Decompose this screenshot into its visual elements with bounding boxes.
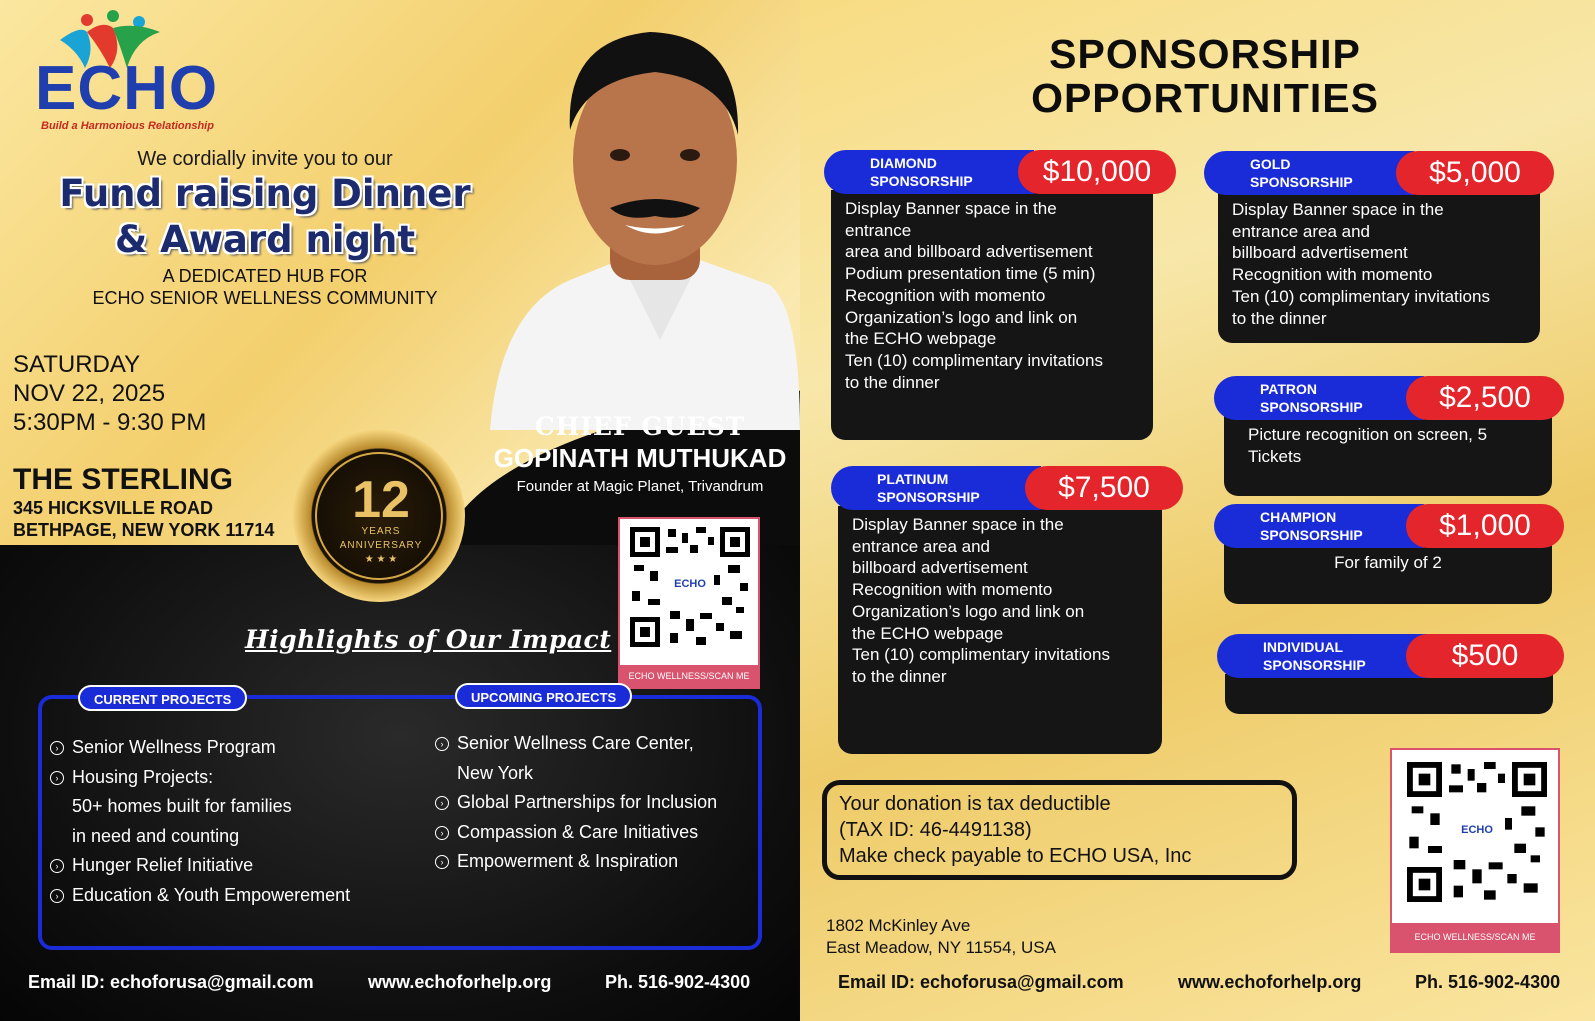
venue-address-line1: 345 HICKSVILLE ROAD — [13, 498, 214, 518]
chevron-circle-icon: › — [435, 796, 449, 810]
benefit-line: to the dinner — [1232, 308, 1327, 328]
benefit-line: Display Banner space in the — [1232, 200, 1444, 219]
project-item — [50, 851, 410, 881]
upcoming-projects-label: UPCOMING PROJECTS — [455, 683, 632, 709]
project-item-text: Senior Wellness Care Center, — [457, 733, 694, 753]
project-item — [50, 763, 410, 793]
sponsorship-title — [1000, 32, 1410, 120]
diamond-price: $10,000 — [1018, 150, 1176, 194]
gold-label: GOLD SPONSORSHIP — [1204, 151, 1414, 195]
benefit-line: to the dinner — [852, 666, 947, 686]
patron-label: PATRON SPONSORSHIP — [1214, 376, 1424, 420]
project-item-text: Housing Projects: — [72, 766, 214, 787]
benefit-line: Display Banner space in the — [852, 515, 1064, 534]
logo-wordmark: ECHO — [35, 54, 219, 123]
individual-benefits — [1225, 674, 1553, 714]
upcoming-projects-list — [435, 729, 765, 877]
event-title-line1: Fund raising Dinner — [59, 172, 471, 215]
benefit-line: Recognition with momento — [852, 580, 1053, 600]
benefit-line: Picture recognition on screen, 5 — [1248, 425, 1488, 444]
project-item-text: Empowerment & Inspiration — [457, 851, 679, 871]
champion-label: CHAMPION SPONSORSHIP — [1214, 504, 1424, 548]
anniversary-number: 12 — [352, 471, 410, 529]
hub-line1: A DEDICATED HUB FOR — [162, 266, 368, 286]
platinum-price: $7,500 — [1025, 466, 1183, 510]
anniversary-badge — [293, 430, 465, 602]
benefit-line: billboard advertisement — [852, 558, 1028, 578]
project-item-text: Senior Wellness Program — [72, 737, 276, 757]
sponsorship-panel — [800, 0, 1595, 1021]
highlights-heading: Highlights of Our Impact — [245, 625, 612, 654]
event-date-text: NOV 22, 2025 — [13, 380, 166, 407]
benefit-line: entrance area and — [1232, 221, 1370, 241]
benefit-line: Recognition with momento — [845, 285, 1046, 305]
logo-tagline: Build a Harmonious Relationship — [41, 120, 214, 132]
project-item-continuation: in need and counting — [72, 825, 240, 846]
benefit-line: Display Banner space in the — [845, 199, 1057, 218]
benefit-line: Tickets — [1248, 446, 1302, 466]
star-icons: ★ ★ ★ — [364, 554, 398, 565]
tax-deductible-box — [822, 780, 1297, 880]
anniversary-label: ANNIVERSARY — [339, 540, 423, 551]
platinum-benefits — [838, 506, 1162, 754]
benefit-line: area and billboard advertisement — [845, 242, 1093, 262]
sponsorship-title-line1: SPONSORSHIP — [1049, 31, 1361, 77]
tax-check-payable: Make check payable to ECHO USA, Inc — [839, 845, 1192, 867]
champion-price: $1,000 — [1406, 504, 1564, 548]
benefit-line: Podium presentation time (5 min) — [845, 264, 1096, 284]
sponsorship-title-line2: OPPORTUNITIES — [1031, 75, 1379, 121]
event-time: 5:30PM - 9:30 PM — [13, 409, 207, 436]
project-item-text: Hunger Relief Initiative — [72, 855, 254, 875]
diamond-benefits — [831, 190, 1153, 440]
mailing-address — [826, 915, 1056, 959]
footer-email[interactable]: Email ID: echoforusa@gmail.com — [28, 972, 314, 992]
project-item-continuation: 50+ homes built for families — [72, 796, 292, 816]
diamond-label: DIAMOND SPONSORSHIP — [824, 150, 1034, 194]
benefit-line: the ECHO webpage — [852, 623, 1004, 643]
project-item — [50, 733, 410, 763]
qr-echo-logo: ECHO — [1455, 820, 1499, 840]
project-item — [435, 818, 765, 848]
project-item — [50, 881, 410, 911]
chief-guest — [480, 412, 800, 495]
event-date — [13, 350, 206, 437]
current-projects-list — [50, 733, 410, 910]
benefit-line: Ten (10) complimentary invitations — [845, 350, 1103, 370]
benefit-line: entrance area and — [852, 536, 990, 556]
project-item-text: Compassion & Care Initiatives — [457, 821, 699, 842]
benefit-line: entrance — [845, 220, 912, 240]
tax-id: (TAX ID: 46-4491138) — [839, 819, 1032, 841]
chevron-circle-icon: › — [435, 826, 449, 840]
invite-line: We cordially invite you to our — [137, 148, 393, 170]
footer-website[interactable]: www.echoforhelp.org — [368, 972, 552, 992]
chief-guest-heading: CHIEF GUEST — [534, 412, 746, 441]
qr-code-left[interactable] — [618, 517, 760, 689]
project-item — [435, 788, 765, 818]
venue-address-line2: BETHPAGE, NEW YORK 11714 — [13, 520, 275, 540]
footer-phone[interactable]: Ph. 516-902-4300 — [1415, 972, 1561, 992]
champion-benefits — [1224, 544, 1552, 604]
chevron-circle-icon: › — [50, 771, 64, 785]
chevron-circle-icon: › — [50, 741, 64, 755]
project-item-continuation: New York — [457, 762, 534, 783]
gold-price: $5,000 — [1396, 151, 1554, 195]
chief-guest-name: GOPINATH MUTHUKAD — [493, 443, 787, 473]
benefit-line: the ECHO webpage — [845, 329, 997, 349]
platinum-label: PLATINUM SPONSORSHIP — [831, 466, 1041, 510]
individual-label: INDIVIDUAL SPONSORSHIP — [1217, 634, 1427, 678]
benefit-line: to the dinner — [845, 372, 940, 392]
event-title-line2: & Award night — [114, 218, 416, 261]
benefit-line: Organization’s logo and link on — [845, 307, 1078, 327]
event-day: SATURDAY — [13, 351, 141, 378]
project-item — [435, 729, 765, 759]
chevron-circle-icon: › — [50, 859, 64, 873]
venue — [13, 463, 274, 541]
individual-price: $500 — [1406, 634, 1564, 678]
current-projects-label: CURRENT PROJECTS — [78, 685, 247, 711]
venue-name: THE STERLING — [13, 463, 234, 496]
chevron-circle-icon: › — [50, 889, 64, 903]
chief-guest-role: Founder at Magic Planet, Trivandrum — [516, 478, 764, 495]
footer-phone[interactable]: Ph. 516-902-4300 — [605, 972, 751, 992]
echo-logo — [35, 10, 235, 132]
qr-caption: ECHO WELLNESS/SCAN ME — [1392, 923, 1558, 951]
hub-line2: ECHO SENIOR WELLNESS COMMUNITY — [92, 288, 438, 308]
qr-code-right[interactable] — [1390, 748, 1560, 953]
address-line2: East Meadow, NY 11554, USA — [826, 938, 1056, 957]
benefit-line: Organization’s logo and link on — [852, 601, 1085, 621]
chevron-circle-icon: › — [435, 737, 449, 751]
benefit-line: billboard advertisement — [1232, 243, 1408, 263]
chevron-circle-icon: › — [435, 855, 449, 869]
project-item — [435, 847, 765, 877]
footer-email[interactable]: Email ID: echoforusa@gmail.com — [838, 972, 1124, 992]
tax-line1: Your donation is tax deductible — [839, 793, 1111, 815]
patron-benefits — [1224, 416, 1552, 496]
chief-guest-photo — [470, 10, 800, 430]
benefit-line: Recognition with momento — [1232, 265, 1433, 285]
invitation-heading — [40, 148, 490, 309]
qr-caption: ECHO WELLNESS/SCAN ME — [620, 665, 758, 687]
patron-price: $2,500 — [1406, 376, 1564, 420]
qr-echo-logo: ECHO — [668, 574, 712, 594]
address-line1: 1802 McKinley Ave — [826, 916, 971, 935]
benefit-line: For family of 2 — [1334, 553, 1442, 572]
gold-benefits — [1218, 191, 1540, 343]
project-item-text: Global Partnerships for Inclusion — [457, 792, 718, 812]
benefit-line: Ten (10) complimentary invitations — [852, 645, 1110, 665]
footer-website[interactable]: www.echoforhelp.org — [1178, 972, 1362, 992]
benefit-line: Ten (10) complimentary invitations — [1232, 286, 1490, 306]
anniversary-years: YEARS — [361, 526, 401, 537]
project-item-text: Education & Youth Empowerement — [72, 884, 351, 905]
